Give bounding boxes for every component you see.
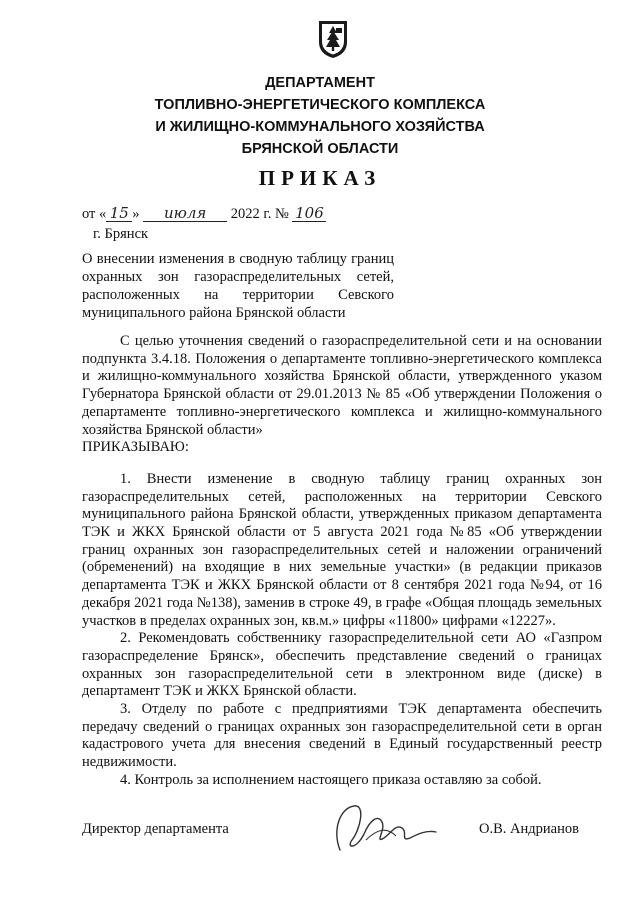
order-subject: О внесении изменения в сводную таблицу границ охранных зон газораспределительных сетей, расположенных на территории Севского муниципального района Брянской области (82, 251, 394, 321)
date-day: 15 (106, 205, 132, 222)
order-item-2: 2. Рекомендовать собственнику газораспределительной сети АО «Газпром газораспределение Брянск», обеспечить представление сведений о границах охранных зон газораспределительной сети в электронном виде (диске) в департамент ТЭК и ЖКХ Брянской области. (82, 630, 602, 700)
order-body (82, 333, 602, 790)
order-date-line (82, 205, 326, 223)
department-name-line-1: ДЕПАРТАМЕНТ (265, 75, 375, 91)
coat-of-arms-emblem (316, 18, 350, 60)
department-name-line-4: БРЯНСКОЙ ОБЛАСТИ (241, 141, 399, 157)
signatory-name: О.В. Андрианов (479, 821, 579, 837)
handwritten-signature (326, 800, 446, 856)
date-prefix: от « (82, 206, 107, 222)
document-title: ПРИКАЗ (258, 166, 382, 190)
preamble-paragraph: С целью уточнения сведений о газораспределительной сети и на основании подпункта 3.4.18. Положения о департаменте топливно-энергетического комплекса и жилищно-коммунального хозяйства Брянской области, утвержденного указом Губернатора Брянской области от 29.01.2013 № 85 «Об утверждении Положения о департаменте топливно-энергетического комплекса и жилищно-коммунального хозяйства Брянской области» (82, 333, 602, 438)
date-mid: » (132, 206, 140, 222)
city-name: г. Брянск (93, 226, 149, 242)
order-item-1: 1. Внести изменение в сводную таблицу границ охранных зон газораспределительных сетей, расположенных на территории Севского муниципального района Брянской области, утвержденных приказом департамента ТЭК и ЖКХ Брянской области от 5 августа 2021 года №85 «Об утверждении границ охранных зон газораспределительных сетей и наложении ограничений (обременений) на входящие в них земельные участки» (в редакции приказов департамента ТЭК и ЖКХ Брянской области от 8 сентября 2021 года №94, от 16 декабря 2021 года №138), заменив в строке 49, в графе «Общая площадь земельных участков в пределах охранных зон, кв.м.» цифры «11800» цифрами «12227». (82, 470, 602, 629)
order-item-4: 4. Контроль за исполнением настоящего приказа оставляю за собой. (120, 771, 542, 788)
order-number: 106 (292, 205, 326, 222)
date-month: июля (143, 205, 227, 222)
order-word: ПРИКАЗЫВАЮ: (82, 439, 189, 456)
department-name-line-3: И ЖИЛИЩНО-КОММУНАЛЬНОГО ХОЗЯЙСТВА (155, 119, 485, 135)
date-year: 2022 г. № (230, 206, 289, 222)
order-item-3: 3. Отделу по работе с предприятиями ТЭК департамента обеспечить передачу сведений о границах охранных зон газораспределительной сети в орган кадастрового учета для внесения сведений в Единый государственный реестр недвижимости. (82, 701, 602, 771)
department-name-line-2: ТОПЛИВНО-ЭНЕРГЕТИЧЕСКОГО КОМПЛЕКСА (154, 97, 486, 113)
signatory-position: Директор департамента (82, 821, 229, 837)
